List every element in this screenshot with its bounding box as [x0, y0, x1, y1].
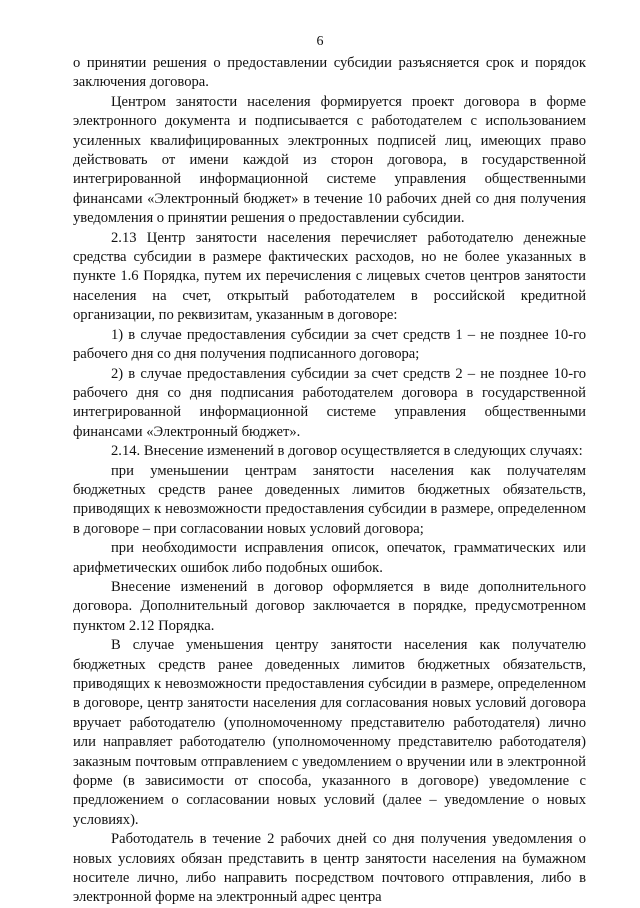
page-number: 6	[316, 34, 324, 49]
paragraph-continuation: о принятии решения о предоставлении субсидии разъясняется срок и порядок заключения договора.	[73, 55, 586, 91]
paragraph-employer-response: Работодатель в течение 2 рабочих дней со дня получения уведомления о новых условиях обязан представить в центр занятости населения на бумажном носителе лично, либо направить посредством почтового отправления, либо в электронной форме на электронный адрес центра	[73, 831, 586, 906]
paragraph-2-13-item-2: 2) в случае предоставления субсидии за счет средств 2 – не позднее 10-го рабочего дня со дня подписания работодателем договора в государственной интегрированной информационной системе управления общественными финансами «Электронный бюджет».	[73, 365, 586, 440]
paragraph-additional-agreement: Внесение изменений в договор оформляется в виде дополнительного договора. Дополнительный договор заключается в порядке, предусмотренном пунктом 2.12 Порядка.	[73, 578, 586, 634]
paragraph-2-13: 2.13 Центр занятости населения перечисляет работодателю денежные средства субсидии в размере фактических расходов, но не более указанных в пункте 1.6 Порядка, путем их перечисления с лицевых счетов центров занятости населения на счет, открытый работодателем в российской кредитной организации, по реквизитам, указанным в договоре:	[73, 229, 586, 324]
paragraph-2-14-case-1: при уменьшении центрам занятости населения как получателям бюджетных средств ранее доведенных лимитов бюджетных обязательств, приводящих к невозможности предоставления субсидии в размере, определенном в договоре – при согласовании новых условий договора;	[73, 462, 586, 537]
paragraph-limits-reduction: В случае уменьшения центру занятости населения как получателю бюджетных средств ранее доведенных лимитов бюджетных обязательств, приводящих к невозможности предоставления субсидии в размере, определенном в договоре, центр занятости населения для согласования новых условий договора вручает работодателю (уполномоченному представителю работодателя) лично или направляет работодателю (уполномоченному представителю работодателя) заказным почтовым отправлением с уведомлением о вручении или в электронной форме (в зависимости от способа, указанного в договоре) уведомление с предложением о согласовании новых условий (далее – уведомление о новых условиях).	[73, 637, 586, 828]
paragraph-2-14-case-2: при необходимости исправления описок, опечаток, грамматических или арифметических ошибок либо подобных ошибок.	[73, 540, 586, 576]
document-body	[73, 54, 586, 908]
paragraph-contract-formation: Центром занятости населения формируется проект договора в форме электронного документа и подписывается с работодателем с использованием усиленных квалифицированных электронных подписей лиц, имеющих право действовать от имени каждой из сторон договора, в государственной интегрированной информационной системе управления общественными финансами «Электронный бюджет» в течение 10 рабочих дней со дня получения уведомления о принятии решения о предоставлении субсидии.	[73, 93, 586, 227]
paragraph-2-13-item-1: 1) в случае предоставления субсидии за счет средств 1 – не позднее 10-го рабочего дня со дня получения подписанного договора;	[73, 326, 586, 363]
paragraph-2-14: 2.14. Внесение изменений в договор осуществляется в следующих случаях:	[111, 443, 583, 460]
